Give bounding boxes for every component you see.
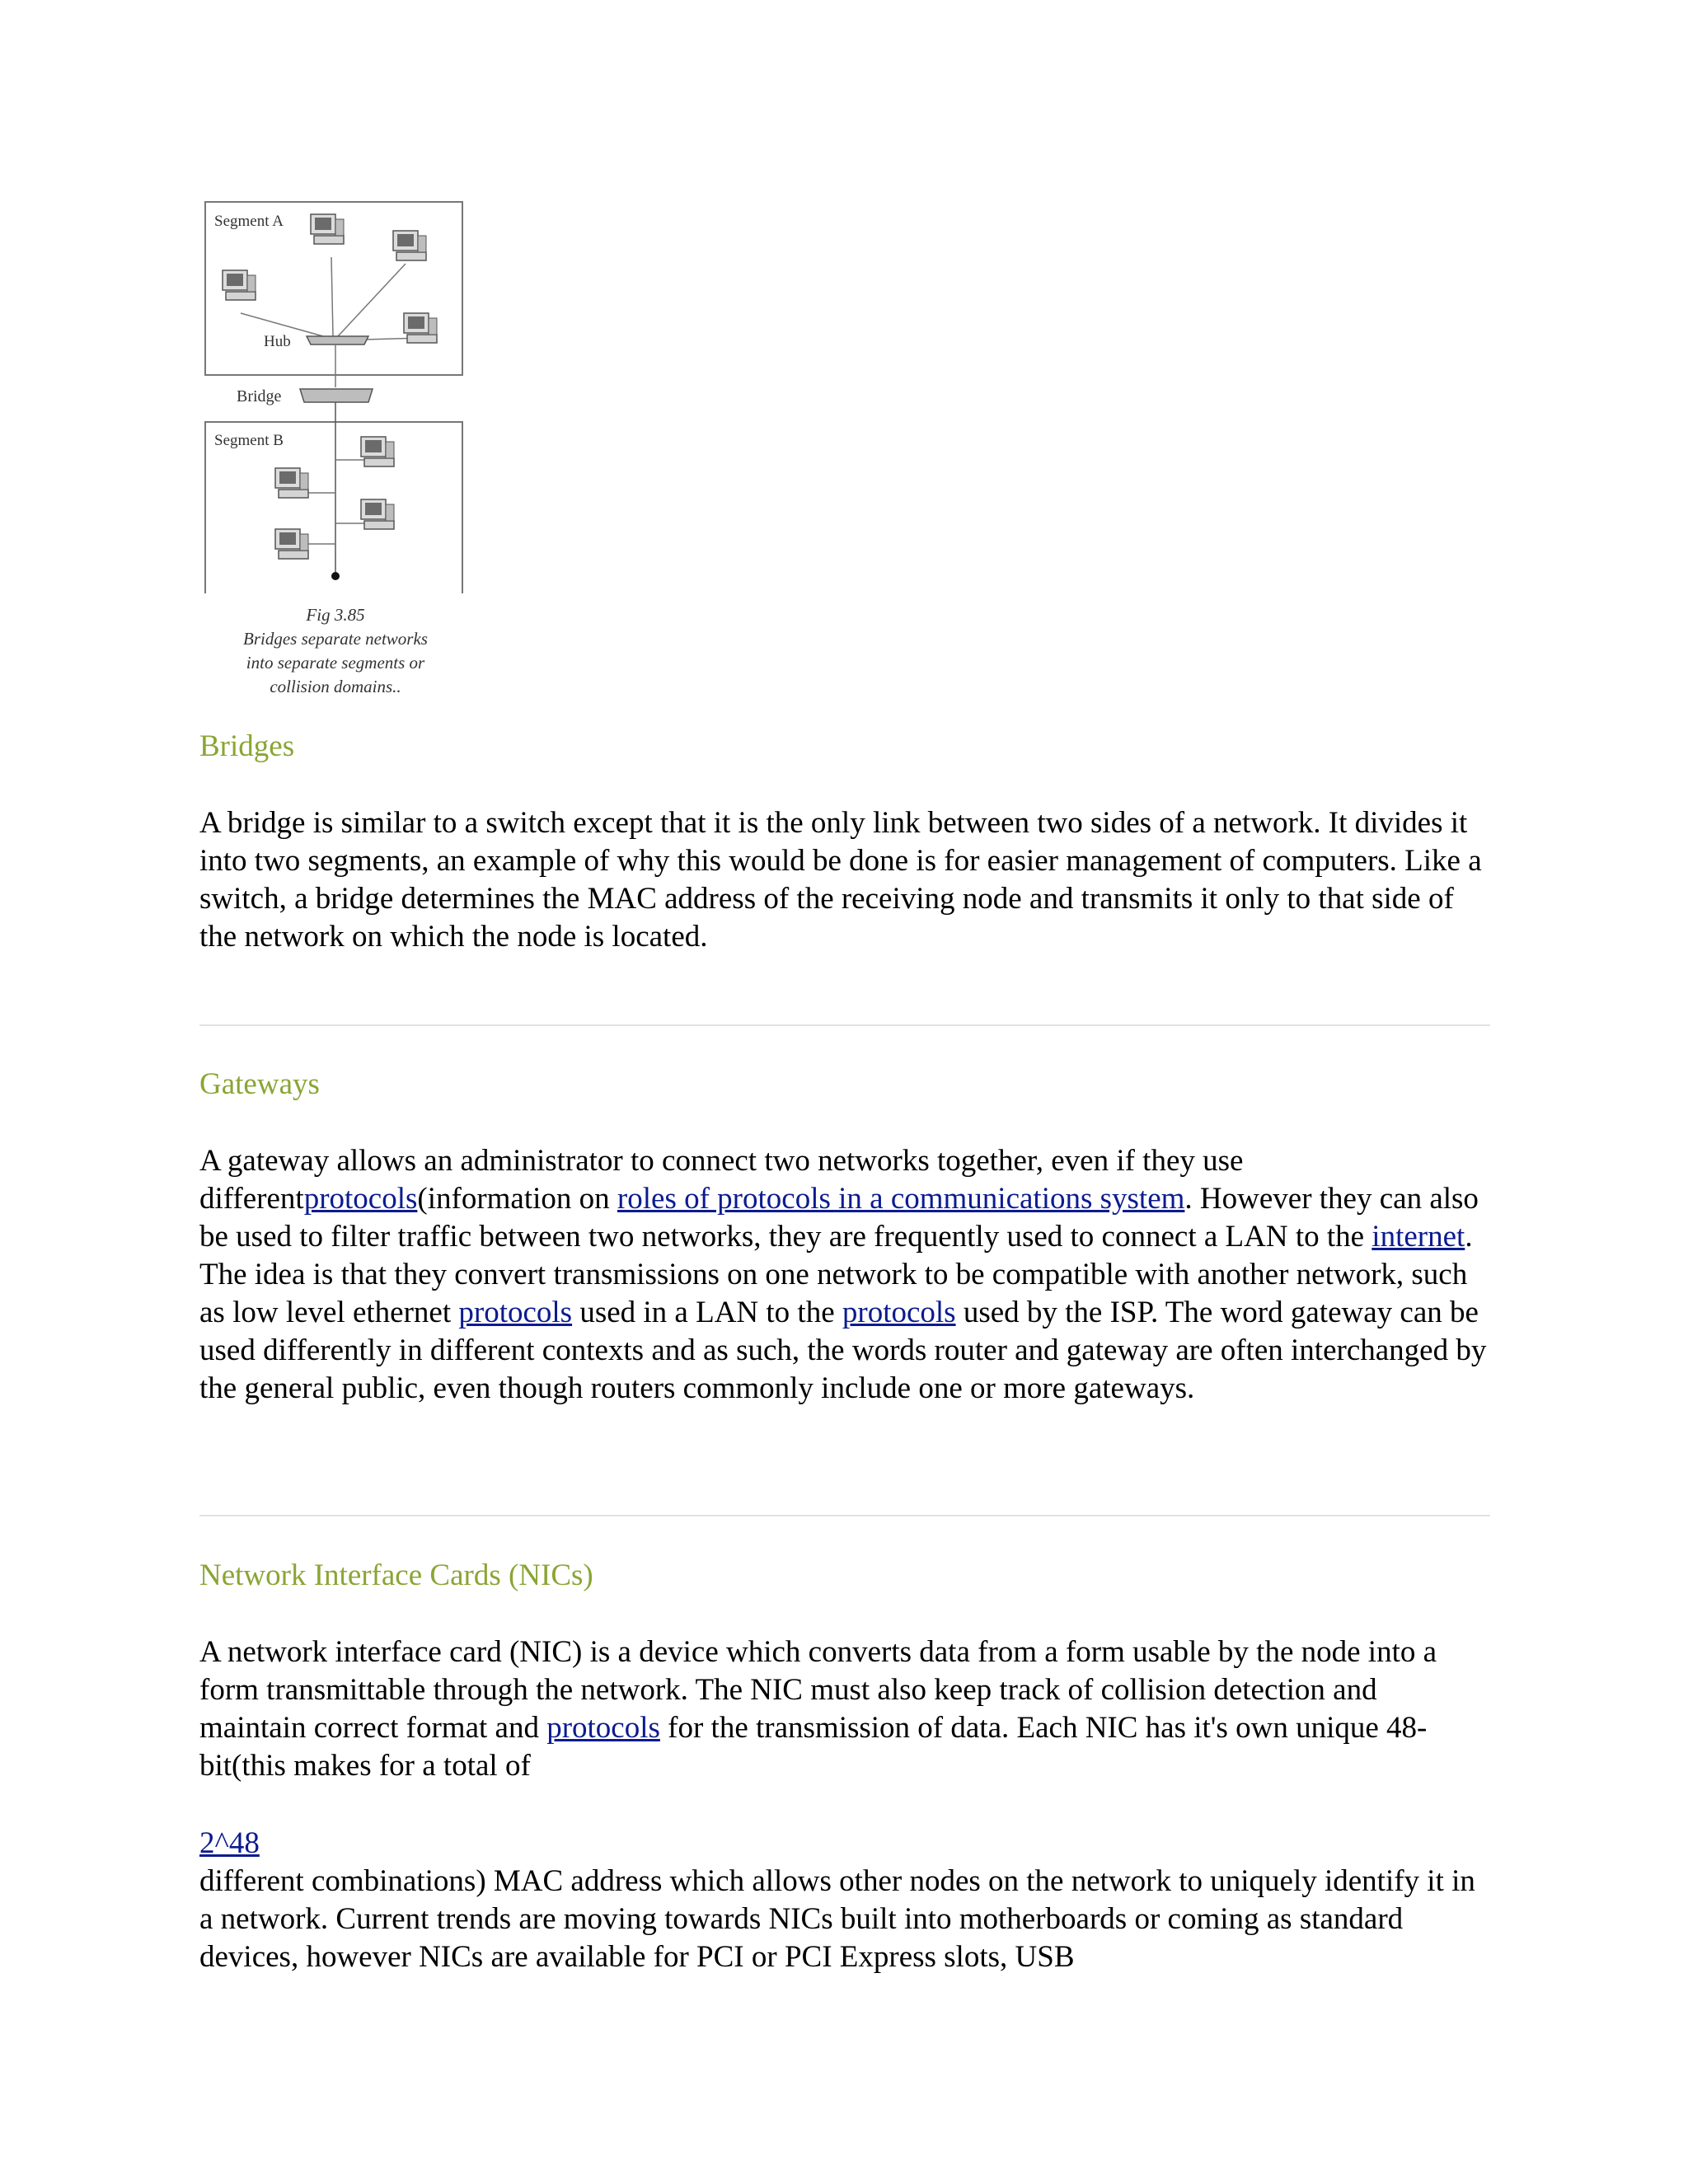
gateways-heading: Gateways (199, 1067, 320, 1101)
gateways-text: . However they can also be used to filter traffic between two networks, they are frequently used to connect a LAN to the (199, 1182, 1479, 1254)
protocols-link[interactable]: protocols (842, 1296, 956, 1329)
nics-text: A network interface card (NIC) is a device which converts data from a form usable by the node into a form transmittable through the network. The NIC must also keep track of collision detection and maintain correct format and (199, 1635, 1437, 1745)
computer-icon (361, 499, 394, 529)
section-divider (199, 1024, 1490, 1026)
section-divider (199, 1515, 1490, 1516)
computer-icon (361, 437, 394, 466)
figure-caption (199, 603, 471, 699)
caption-line: into separate segments or (246, 653, 425, 673)
computer-icon (393, 231, 426, 260)
bridge-diagram-figure (199, 198, 471, 701)
bridge-diagram (199, 198, 471, 593)
caption-line: collision domains.. (270, 677, 401, 696)
protocols-link[interactable]: protocols (546, 1711, 660, 1745)
computer-icon (311, 214, 344, 244)
bridge-label: Bridge (237, 387, 282, 405)
bridge-icon (300, 389, 373, 402)
figure-number: Fig 3.85 (306, 605, 365, 625)
gateways-paragraph (199, 1142, 1490, 1408)
gateways-text: used by the ISP. The word gateway can be used differently in different contexts and as such, the words router and gateway are often interchanged by the general public, even though routers commonly include one or more gateways. (199, 1296, 1487, 1405)
hub-icon (307, 336, 368, 344)
computer-icon (404, 313, 437, 343)
protocols-link[interactable]: protocols (303, 1182, 418, 1216)
nics-paragraph (199, 1633, 1490, 1785)
caption-line: Bridges separate networks (243, 629, 428, 649)
computer-icon (275, 529, 308, 559)
computer-icon (275, 468, 308, 498)
nics-text: for the transmission of data. Each NIC has it's own unique 48-bit(this makes for a total of (199, 1711, 1428, 1783)
segment-a-label: Segment A (214, 213, 284, 230)
bridges-heading: Bridges (199, 729, 295, 763)
bridges-paragraph: A bridge is similar to a switch except that it is the only link between two sides of a network. It divides it into two segments, an example of why this would be done is for easier management of computers. Like a switch, a bridge determines the MAC address of the receiving node and transmits it only to that side of the network on which the node is located. (199, 806, 1482, 954)
gateways-text: used in a LAN to the (572, 1296, 842, 1329)
power-link-line (199, 1825, 1490, 1863)
gateways-text: (information on (417, 1182, 617, 1216)
internet-link[interactable]: internet (1372, 1220, 1465, 1254)
gateways-text: A gateway allows an administrator to connect two networks together, even if they use different (199, 1144, 1244, 1216)
segment-b-label: Segment B (214, 432, 284, 449)
nics-heading: Network Interface Cards (NICs) (199, 1558, 593, 1592)
computer-icon (223, 270, 256, 300)
gateways-text: . The idea is that they convert transmissions on one network to be compatible with another network, such as low level ethernet (199, 1220, 1473, 1329)
hub-label: Hub (264, 333, 291, 350)
roles-of-protocols-link[interactable]: roles of protocols in a communications system (617, 1182, 1185, 1216)
protocols-link[interactable]: protocols (458, 1296, 573, 1329)
nics-paragraph-continued: different combinations) MAC address which allows other nodes on the network to uniquely identify it in a network. Current trends are moving towards NICs built into motherboards or coming as standard devices, however NICs are available for PCI or PCI Express slots, USB (199, 1864, 1475, 1974)
2-power-48-link[interactable]: 2^48 (199, 1826, 260, 1860)
